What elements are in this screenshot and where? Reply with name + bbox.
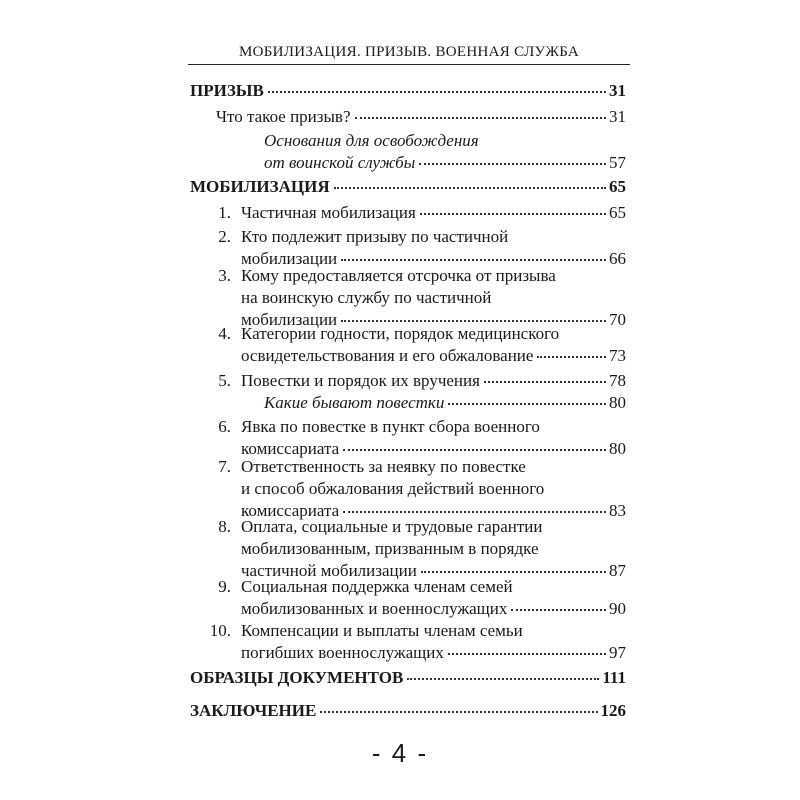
item-text-line: Компенсации и выплаты членам семьи xyxy=(241,621,523,640)
item-number: 7. xyxy=(218,457,231,476)
section-title: ЗАКЛЮЧЕНИЕ xyxy=(190,701,317,720)
item-text-line: комиссариата xyxy=(241,439,340,458)
toc-section-mobilizatsiya[interactable] xyxy=(190,176,626,198)
toc-section-prizyv[interactable] xyxy=(190,80,626,102)
leader-dots xyxy=(420,213,606,215)
section-title: ПРИЗЫВ xyxy=(190,81,264,100)
page-number: 78 xyxy=(609,371,626,390)
page-number: 80 xyxy=(609,439,626,458)
item-number: 8. xyxy=(218,517,231,536)
leader-dots xyxy=(407,678,599,680)
item-text-line: Социальная поддержка членам семей xyxy=(241,577,513,596)
item-text-line: Категории годности, порядок медицинского xyxy=(241,324,560,343)
page-number: 87 xyxy=(609,561,626,580)
item-number: 3. xyxy=(218,266,231,285)
item-text-line: частичной мобилизации xyxy=(241,561,417,580)
page-number: 70 xyxy=(609,310,626,329)
item-text-line: Кто подлежит призыву по частичной xyxy=(241,227,509,246)
item-number: 4. xyxy=(218,324,231,343)
item-text: Что такое призыв? xyxy=(216,107,351,126)
page-number: 73 xyxy=(609,346,626,365)
page-number: 65 xyxy=(609,203,626,222)
page-number: 80 xyxy=(609,393,626,412)
leader-dots xyxy=(355,117,607,119)
page-number: 31 xyxy=(609,81,626,100)
leader-dots xyxy=(341,259,606,261)
item-text-line: погибших военнослужащих xyxy=(241,643,444,662)
leader-dots xyxy=(537,356,606,358)
item-number: 2. xyxy=(218,227,231,246)
toc-item-1[interactable] xyxy=(218,202,626,224)
leader-dots xyxy=(448,403,606,405)
page-number: 90 xyxy=(609,599,626,618)
leader-dots xyxy=(421,571,606,573)
toc-item-6[interactable] xyxy=(218,416,626,460)
leader-dots xyxy=(343,449,606,451)
page-number: 97 xyxy=(609,643,626,662)
toc-item-5[interactable] xyxy=(218,370,626,392)
page-number: 111 xyxy=(602,668,626,687)
toc-item-2[interactable] xyxy=(218,226,626,270)
leader-dots xyxy=(343,511,606,513)
item-number: 5. xyxy=(218,371,231,390)
leader-dots xyxy=(320,711,597,713)
toc-section-obraztsy[interactable] xyxy=(190,667,626,689)
item-number: 10. xyxy=(209,621,231,640)
leader-dots xyxy=(484,381,606,383)
item-text-line: от воинской службы xyxy=(264,153,416,172)
leader-dots xyxy=(448,653,606,655)
section-title: МОБИЛИЗАЦИЯ xyxy=(190,177,330,196)
page-number: 66 xyxy=(609,249,626,268)
item-number: 1. xyxy=(218,203,231,222)
item-text-line: Частичная мобилизация xyxy=(241,203,416,222)
toc-item-7[interactable] xyxy=(218,456,626,522)
item-text-line: Повестки и порядок их вручения xyxy=(241,371,480,390)
item-text-line: мобилизованным, призванным в порядке xyxy=(241,539,539,558)
leader-dots xyxy=(341,320,606,322)
item-text-line: комиссариата xyxy=(241,501,340,520)
leader-dots xyxy=(419,163,606,165)
item-text-line: Основания для освобождения xyxy=(264,131,479,150)
item-text-line: мобилизованных и военнослужащих xyxy=(241,599,508,618)
item-text-line: мобилизации xyxy=(241,310,338,329)
toc-section-zaklyuchenie[interactable] xyxy=(190,700,626,722)
page-number: 31 xyxy=(609,107,626,126)
page-number: 65 xyxy=(609,177,626,196)
leader-dots xyxy=(334,187,606,189)
item-text-line: Ответственность за неявку по повестке xyxy=(241,457,526,476)
toc-item-10[interactable] xyxy=(209,620,626,664)
item-text-line: мобилизации xyxy=(241,249,338,268)
page-number-footer: - 4 - xyxy=(371,738,429,768)
page-number: 57 xyxy=(609,153,626,172)
item-text-line: освидетельствования и его обжалование xyxy=(241,346,534,365)
toc-item-3[interactable] xyxy=(218,265,626,331)
toc-item-kakie-byvayut-povestki[interactable] xyxy=(264,392,626,414)
item-text-line: Какие бывают повестки xyxy=(264,393,445,412)
leader-dots xyxy=(268,91,606,93)
toc-item-9[interactable] xyxy=(218,576,626,620)
section-title: ОБРАЗЦЫ ДОКУМЕНТОВ xyxy=(190,668,404,687)
item-text-line: Явка по повестке в пункт сбора военного xyxy=(241,417,540,436)
running-header: МОБИЛИЗАЦИЯ. ПРИЗЫВ. ВОЕННАЯ СЛУЖБА xyxy=(188,44,630,65)
leader-dots xyxy=(511,609,606,611)
item-number: 6. xyxy=(218,417,231,436)
toc-item-chto-takoe-prizyv[interactable] xyxy=(216,106,626,128)
toc-item-4[interactable] xyxy=(218,323,626,367)
item-text-line: Кому предоставляется отсрочка от призыва xyxy=(241,266,556,285)
item-text-line: Оплата, социальные и трудовые гарантии xyxy=(241,517,543,536)
item-text-line: на воинскую службу по частичной xyxy=(241,288,492,307)
item-text-line: и способ обжалования действий военного xyxy=(241,479,545,498)
page-number: 126 xyxy=(600,701,626,720)
page-number: 83 xyxy=(609,501,626,520)
toc-item-osnovaniya[interactable] xyxy=(264,130,626,174)
toc-item-8[interactable] xyxy=(218,516,626,582)
item-number: 9. xyxy=(218,577,231,596)
